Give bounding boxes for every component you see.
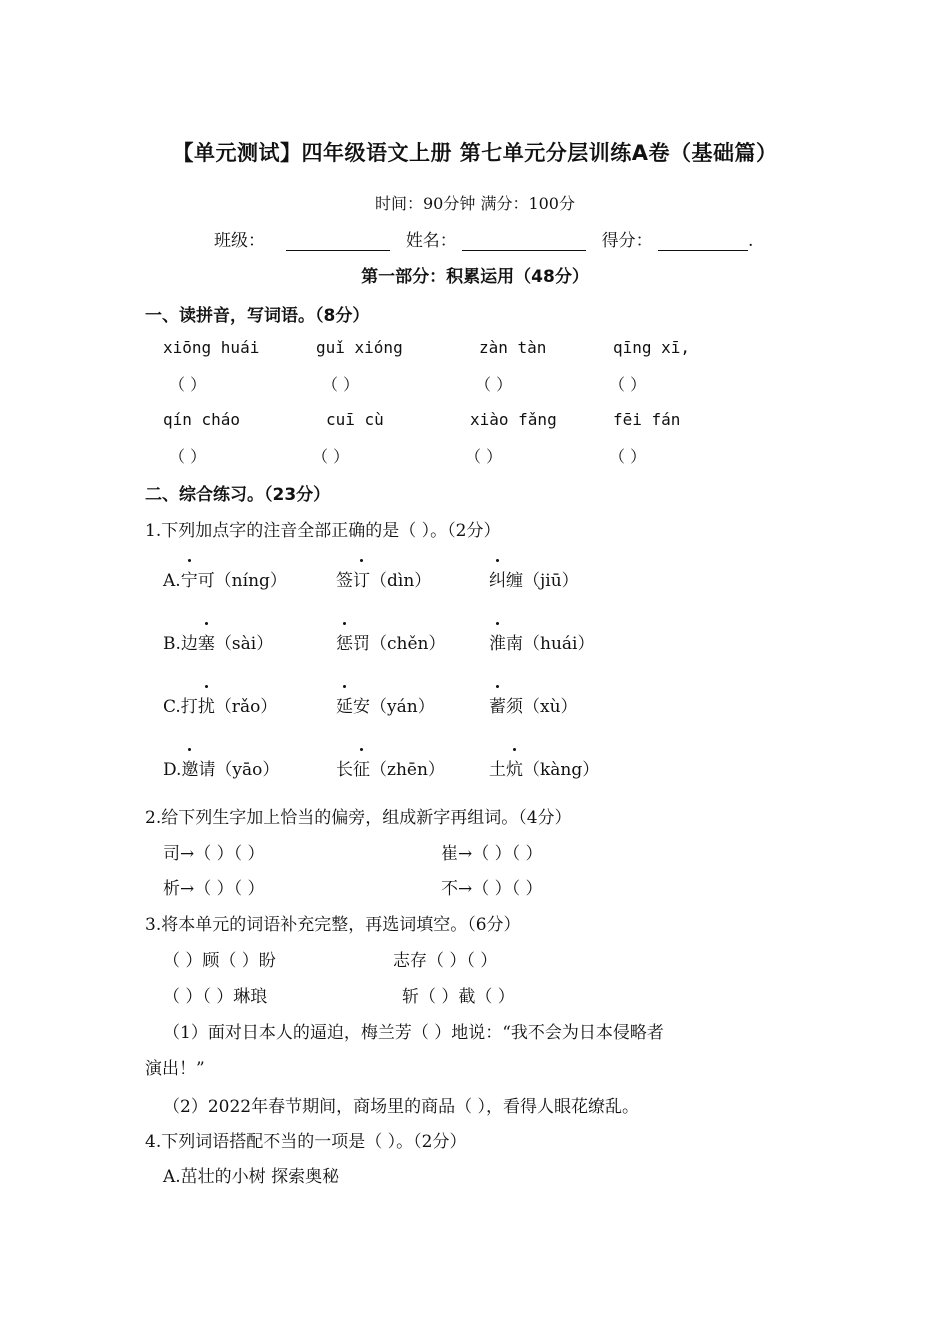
idiom-fill[interactable]: （ ）（ ）琳琅 xyxy=(163,987,268,1007)
answer-blank[interactable]: （ ） xyxy=(322,375,360,394)
option-b-item-2: 惩罚（chěn） xyxy=(336,629,445,654)
dotted-char: 蓄 xyxy=(489,692,506,717)
student-info-line xyxy=(214,226,753,251)
pinyin-item: guǐ xióng xyxy=(316,338,403,357)
class-label: 班级： xyxy=(214,231,265,251)
sub-question-3-stem: 3.将本单元的词语补充完整，再选词填空。（6分） xyxy=(145,915,521,935)
dotted-char: 订 xyxy=(353,566,370,591)
class-field[interactable] xyxy=(286,232,390,251)
radical-row[interactable]: 司→（ ）（ ） xyxy=(163,844,265,864)
option-c-item-3: 蓄须（xù） xyxy=(489,692,578,717)
sub-question-4-stem: 4.下列词语搭配不当的一项是（ ）。（2分） xyxy=(145,1132,467,1152)
idiom-fill[interactable]: 斩（ ）截（ ） xyxy=(402,987,515,1007)
answer-blank[interactable]: （ ） xyxy=(312,447,350,466)
dotted-char: 炕 xyxy=(506,755,523,780)
pinyin-item: xiào fǎng xyxy=(470,410,557,429)
dotted-char: 纠 xyxy=(489,566,506,591)
radical-row[interactable]: 析→（ ）（ ） xyxy=(163,879,265,899)
answer-blank[interactable]: （ ） xyxy=(609,375,647,394)
pinyin-item: qīng xī, xyxy=(613,338,691,357)
fill-sentence-1[interactable]: （1）面对日本人的逼迫，梅兰芳（ ）地说：“我不会为日本侵略者 xyxy=(163,1023,664,1043)
idiom-fill[interactable]: （ ）顾（ ）盼 xyxy=(163,951,276,971)
fill-sentence-2[interactable]: （2）2022年春节期间，商场里的商品（ ），看得人眼花缭乱。 xyxy=(163,1097,639,1117)
sub-question-2-stem: 2.给下列生字加上恰当的偏旁，组成新字再组词。（4分） xyxy=(145,808,572,828)
answer-blank[interactable]: （ ） xyxy=(169,375,207,394)
pinyin-item: xiōng huái xyxy=(163,338,260,357)
name-label: 姓名： xyxy=(405,231,457,251)
pinyin-item: qín cháo xyxy=(163,410,241,429)
pinyin-item: cuī cù xyxy=(326,410,384,429)
q2-heading: 二、综合练习。（23分） xyxy=(145,485,331,505)
option-c-item-2: 延安（yán） xyxy=(336,692,435,717)
score-field[interactable] xyxy=(658,232,748,251)
radical-row[interactable]: 崔→（ ）（ ） xyxy=(441,844,543,864)
option-b-item-3: 淮南（huái） xyxy=(489,629,594,654)
answer-blank[interactable]: （ ） xyxy=(475,375,513,394)
option-a-item-1[interactable]: A.宁可（níng） xyxy=(163,566,287,591)
option-a-item-3: 纠缠（jiū） xyxy=(489,566,579,591)
pinyin-item: zàn tàn xyxy=(479,338,547,357)
fill-sentence-1-cont: 演出！” xyxy=(145,1059,205,1079)
exam-time-score: 时间：90分钟 满分：100分 xyxy=(375,194,575,213)
end-mark: . xyxy=(748,231,754,251)
idiom-fill[interactable]: 志存（ ）（ ） xyxy=(393,951,498,971)
radical-row[interactable]: 不→（ ）（ ） xyxy=(441,879,543,899)
dotted-char: 淮 xyxy=(489,629,506,654)
dotted-char: 塞 xyxy=(198,629,215,654)
option-a[interactable]: A.茁壮的小树 探索奥秘 xyxy=(163,1167,340,1187)
dotted-char: 邀 xyxy=(181,755,198,780)
q1-heading: 一、读拼音，写词语。（8分） xyxy=(145,306,370,326)
sub-question-1-stem: 1.下列加点字的注音全部正确的是（ ）。（2分） xyxy=(145,521,501,541)
answer-blank[interactable]: （ ） xyxy=(609,447,647,466)
part-one-heading: 第一部分：积累运用（48分） xyxy=(361,267,589,287)
dotted-char: 延 xyxy=(336,692,353,717)
option-b-item-1[interactable]: B.边塞（sài） xyxy=(163,629,273,654)
dotted-char: 扰 xyxy=(198,692,215,717)
option-d-item-3: 土炕（kàng） xyxy=(489,755,599,780)
option-d-item-1[interactable]: D.邀请（yāo） xyxy=(163,755,279,780)
option-a-item-2: 签订（dìn） xyxy=(336,566,431,591)
option-d-item-2: 长征（zhēn） xyxy=(336,755,445,780)
option-c-item-1[interactable]: C.打扰（rǎo） xyxy=(163,692,277,717)
answer-blank[interactable]: （ ） xyxy=(465,447,503,466)
answer-blank[interactable]: （ ） xyxy=(169,447,207,466)
score-label: 得分： xyxy=(601,231,653,251)
dotted-char: 宁 xyxy=(181,566,198,591)
dotted-char: 惩 xyxy=(336,629,353,654)
name-field[interactable] xyxy=(462,232,586,251)
pinyin-item: fēi fán xyxy=(613,410,681,429)
dotted-char: 征 xyxy=(353,755,370,780)
page-title: 【单元测试】四年级语文上册 第七单元分层训练A卷（基础篇） xyxy=(172,141,778,165)
